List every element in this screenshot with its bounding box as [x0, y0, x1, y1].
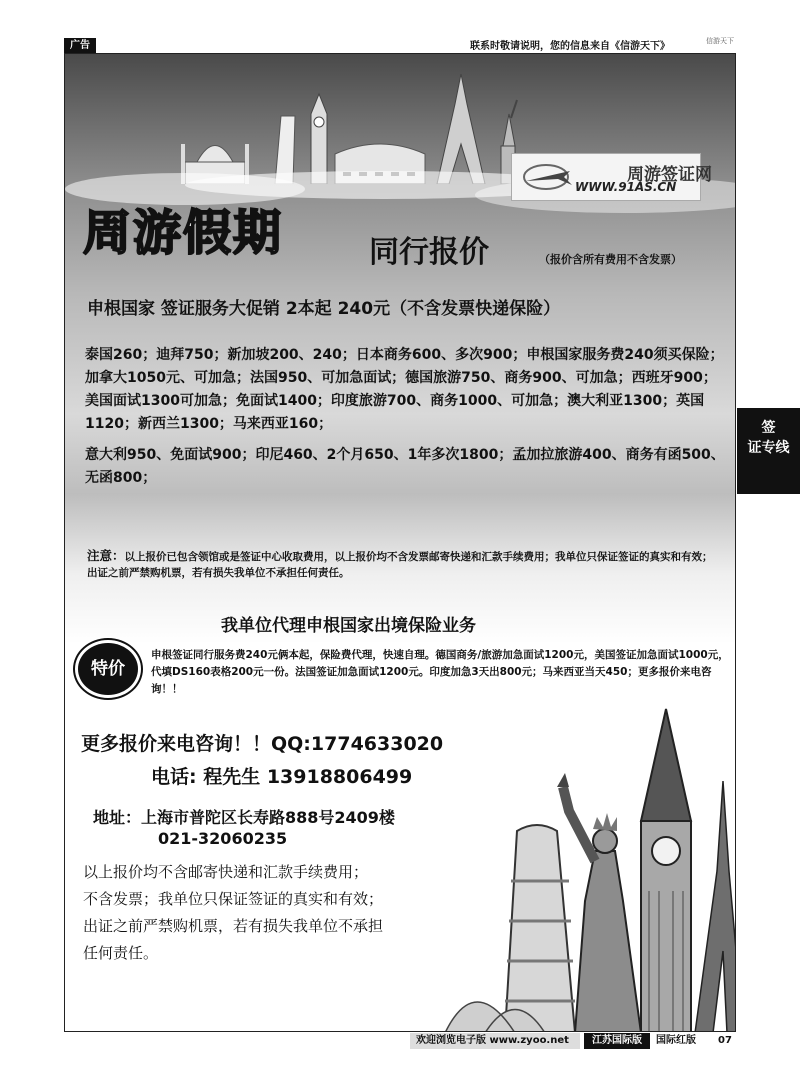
side-tab-line: 证专线: [747, 440, 790, 456]
special-offer-text: 申根签证同行服务费240元俩本起，保险费代理，快速自理。德国商务/旅游加急面试1200元，美国签证加急面试1000元，代填DS160表格200元一份。法国签证加急面试1200元。印度加急3天出800元；马来西亚当天450；更多报价来电咨询！！: [151, 649, 729, 695]
airplane-icon: [518, 157, 578, 197]
contact-qq: 更多报价来电咨询！！QQ:1774633020: [81, 733, 444, 755]
price-block: 泰国260；迪拜750；新加坡200、240；日本商务600、多次900；申根国家服务费240须买保险；加拿大1050元、可加急；法国950、可加急面试；德国旅游750、商务900、可加急；西班牙900；美国面试1300可加急；免面试1400；印度旅游700、商务1000、可加急；澳大利亚1300；英国1120；新西兰1300；马来西亚160；: [85, 347, 724, 432]
brand-url: WWW.91AS.CN: [575, 180, 677, 194]
main-title: 周游假期: [83, 205, 284, 261]
price-list: [85, 344, 725, 490]
page-number: 07: [718, 1035, 732, 1046]
footer-edition: 江苏国际版: [584, 1033, 650, 1049]
disclaimer-line: 任何责任。: [83, 944, 159, 962]
disclaimer: [83, 859, 443, 967]
landmarks-illustration: [445, 701, 736, 1032]
price-block: 意大利950、免面试900；印尼460、2个月650、1年多次1800；孟加拉旅游400、商务有函500、无函800；: [85, 447, 725, 486]
address: 地址：上海市普陀区长寿路888号2409楼: [93, 808, 395, 827]
insurance-title: 我单位代理申根国家出境保险业务: [221, 616, 476, 636]
footer-edition-secondary: 国际红版: [656, 1035, 696, 1046]
ad-frame: [64, 53, 736, 1032]
disclaimer-line: 出证之前严禁购机票，若有损失我单位不承担: [83, 917, 384, 935]
brand-name: 周游签证网: [627, 165, 712, 185]
disclaimer-line: 以上报价均不含邮寄快递和汇款手续费用；: [83, 863, 369, 881]
header-source-note: 联系时敬请说明，您的信息来自《信游天下》: [470, 41, 670, 52]
notice: [87, 548, 722, 581]
promo-headline: 申根国家 签证服务大促销 2本起 240元（不含发票快递保险）: [87, 299, 561, 319]
disclaimer-line: 不含发票；我单位只保证签证的真实和有效；: [83, 890, 384, 908]
notice-text: 以上报价已包含领馆或是签证中心收取费用，以上报价均不含发票邮寄快递和汇款手续费用；我单位只保证签证的真实和有效；出证之前严禁购机票，若有损失我单位不承担任何责任。: [87, 551, 713, 579]
sub-title: 同行报价: [369, 235, 489, 270]
sub-title-note: （报价含所有费用不含发票）: [539, 253, 682, 266]
side-tab-visa-line: [737, 408, 800, 494]
footer-welcome: 欢迎浏览电子版 www.zyoo.net: [410, 1033, 580, 1049]
special-price-badge: 特价: [78, 643, 138, 695]
ad-tag: 广告: [64, 38, 96, 53]
contact-phone: 电话: 程先生 13918806499: [151, 766, 413, 788]
side-tab-line: 签: [761, 420, 776, 436]
notice-label: 注意：: [87, 548, 125, 563]
header-logo: 信游天下: [706, 37, 734, 45]
address-phone: 021-32060235: [158, 829, 288, 848]
